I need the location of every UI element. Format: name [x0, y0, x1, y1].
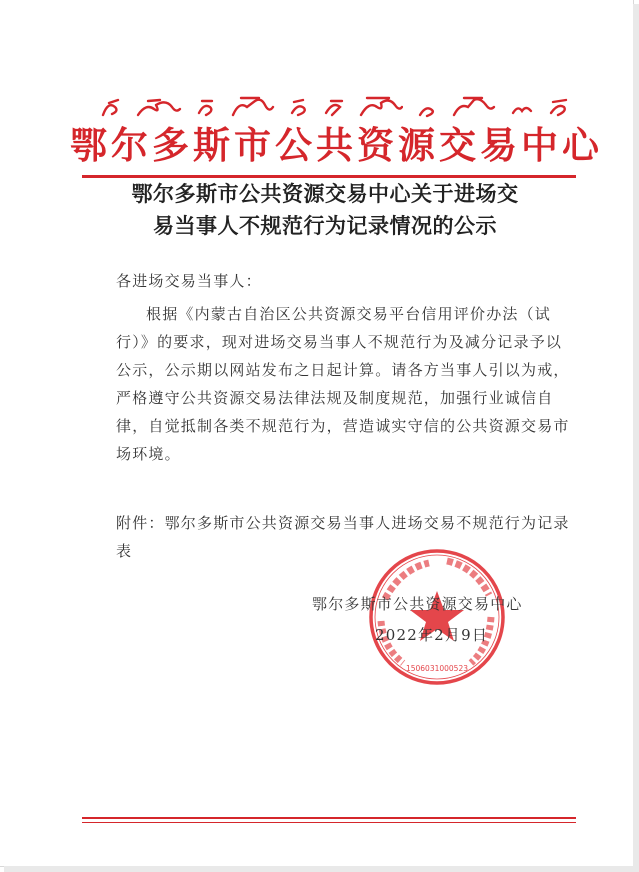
page-shadow-right [633, 4, 639, 872]
title-line-2: 易当事人不规范行为记录情况的公示 [153, 213, 497, 238]
mongolian-word-8 [417, 101, 437, 119]
mongolian-header [100, 83, 570, 119]
mongolian-word-3 [196, 97, 216, 119]
signature-organization: 鄂尔多斯市公共资源交易中心 [312, 595, 523, 613]
mongolian-word-5 [289, 97, 309, 119]
mongolian-word-2 [136, 97, 182, 119]
mongolian-word-10 [510, 103, 534, 119]
main-paragraph: 根据《内蒙古自治区公共资源交易平台信用评价办法（试行）》的要求，现对进场交易当事人不规范行为及减分记录予以公示，公示期以网站发布之日起计算。请各方当事人引以为戒，严格遵守公共资源交易法律法规及制度规范，加强行业诚信自律，自觉抵制各类不规范行为，营造诚实守信的公共资源交易市场环境。 [116, 305, 570, 463]
official-seal [367, 547, 507, 687]
seal-number: 1506031000523 [405, 664, 469, 673]
salutation: 各进场交易当事人： [116, 272, 262, 290]
document-title [90, 178, 560, 242]
signature-date: 2022年2月9日 [375, 626, 489, 644]
mongolian-word-7 [359, 95, 403, 119]
mongolian-word-6 [323, 97, 345, 119]
mongolian-word-4 [231, 95, 275, 119]
footer-red-rule-top [82, 817, 576, 819]
mongolian-word-1 [100, 97, 122, 119]
attachment-note: 附件：鄂尔多斯市公共资源交易当事人进场交易不规范行为记录表 [116, 514, 570, 560]
mongolian-word-11 [548, 97, 570, 119]
page-shadow-bottom [4, 866, 639, 872]
footer-red-rule-bottom [82, 822, 576, 823]
organization-header: 鄂尔多斯市公共资源交易中心 [70, 124, 603, 167]
mongolian-word-9 [452, 95, 496, 119]
title-line-1: 鄂尔多斯市公共资源交易中心关于进场交 [131, 181, 519, 206]
